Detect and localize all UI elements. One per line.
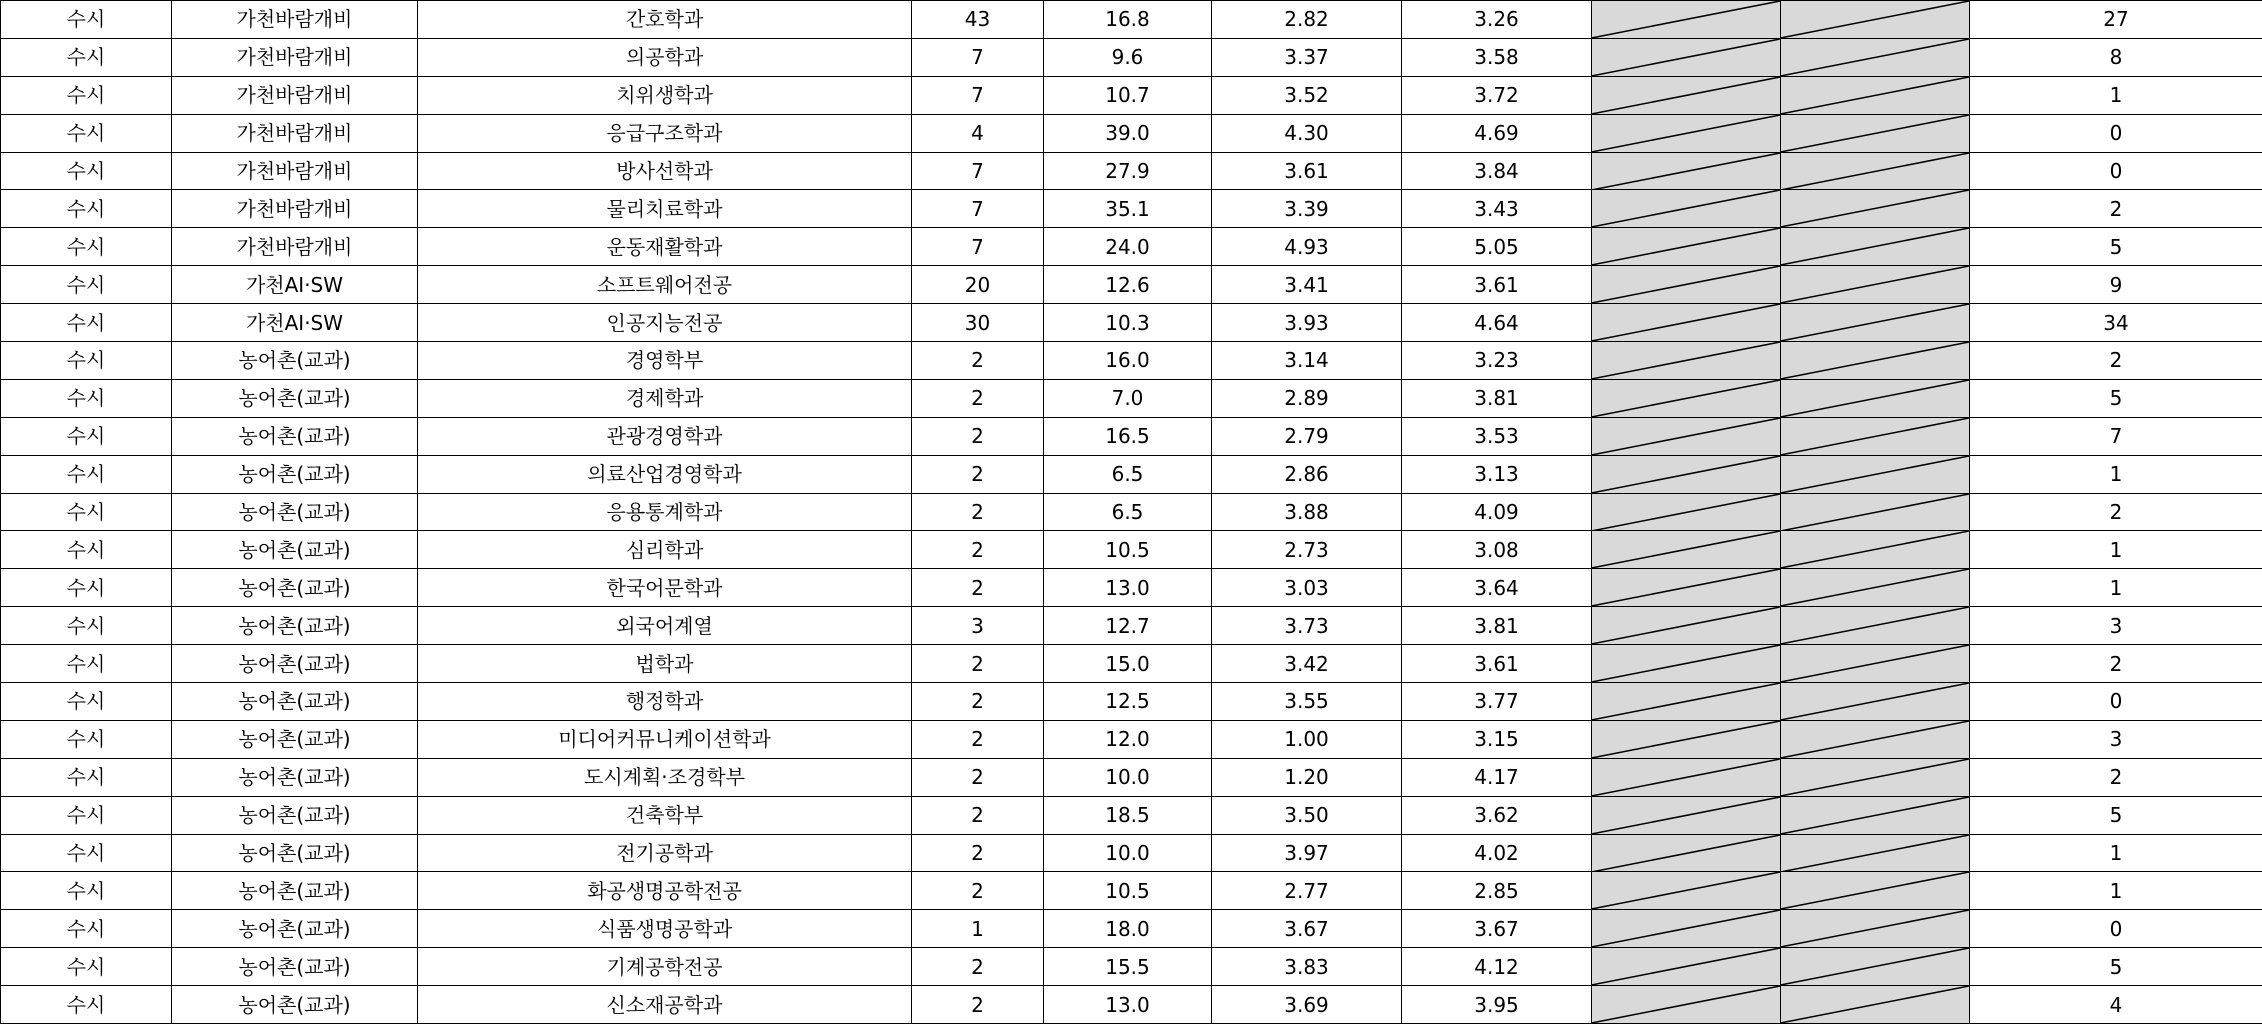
grade-a-cell: 2.89 — [1212, 379, 1402, 417]
department-cell: 신소재공학과 — [418, 986, 912, 1024]
count-cell: 5 — [1970, 228, 2262, 266]
track-cell: 농어촌(교과) — [172, 758, 418, 796]
hatched-empty-cell — [1592, 379, 1781, 417]
hatched-empty-cell — [1592, 834, 1781, 872]
grade-a-cell: 3.88 — [1212, 493, 1402, 531]
hatched-empty-cell — [1592, 986, 1781, 1024]
grade-b-cell: 4.69 — [1402, 114, 1592, 152]
hatched-empty-cell — [1781, 379, 1970, 417]
count-cell: 5 — [1970, 948, 2262, 986]
count-cell: 1 — [1970, 531, 2262, 569]
competition-rate-cell: 10.7 — [1044, 76, 1212, 114]
hatched-empty-cell — [1592, 948, 1781, 986]
admission-type-cell: 수시 — [1, 910, 172, 948]
department-cell: 관광경영학과 — [418, 417, 912, 455]
track-cell: 가천AI·SW — [172, 304, 418, 342]
hatched-empty-cell — [1592, 607, 1781, 645]
count-cell: 2 — [1970, 342, 2262, 380]
hatched-empty-cell — [1592, 228, 1781, 266]
admission-type-cell: 수시 — [1, 190, 172, 228]
department-cell: 심리학과 — [418, 531, 912, 569]
department-cell: 외국어계열 — [418, 607, 912, 645]
competition-rate-cell: 39.0 — [1044, 114, 1212, 152]
table-row — [1, 569, 2262, 607]
track-cell: 농어촌(교과) — [172, 645, 418, 683]
quota-cell: 2 — [912, 758, 1044, 796]
grade-b-cell: 3.62 — [1402, 796, 1592, 834]
hatched-empty-cell — [1592, 266, 1781, 304]
track-cell: 농어촌(교과) — [172, 379, 418, 417]
track-cell: 가천바람개비 — [172, 228, 418, 266]
hatched-empty-cell — [1781, 152, 1970, 190]
department-cell: 의료산업경영학과 — [418, 455, 912, 493]
competition-rate-cell: 13.0 — [1044, 986, 1212, 1024]
competition-rate-cell: 13.0 — [1044, 569, 1212, 607]
grade-b-cell: 3.84 — [1402, 152, 1592, 190]
quota-cell: 2 — [912, 948, 1044, 986]
grade-b-cell: 4.12 — [1402, 948, 1592, 986]
grade-a-cell: 2.82 — [1212, 1, 1402, 39]
hatched-empty-cell — [1781, 417, 1970, 455]
count-cell: 4 — [1970, 986, 2262, 1024]
table-row — [1, 645, 2262, 683]
grade-a-cell: 3.69 — [1212, 986, 1402, 1024]
admission-type-cell: 수시 — [1, 948, 172, 986]
competition-rate-cell: 18.5 — [1044, 796, 1212, 834]
track-cell: 가천바람개비 — [172, 152, 418, 190]
grade-b-cell: 3.81 — [1402, 379, 1592, 417]
competition-rate-cell: 16.8 — [1044, 1, 1212, 39]
table-row — [1, 114, 2262, 152]
department-cell: 운동재활학과 — [418, 228, 912, 266]
track-cell: 농어촌(교과) — [172, 417, 418, 455]
count-cell: 34 — [1970, 304, 2262, 342]
hatched-empty-cell — [1781, 796, 1970, 834]
competition-rate-cell: 6.5 — [1044, 455, 1212, 493]
hatched-empty-cell — [1781, 114, 1970, 152]
track-cell: 가천바람개비 — [172, 1, 418, 39]
admission-type-cell: 수시 — [1, 834, 172, 872]
quota-cell: 2 — [912, 986, 1044, 1024]
department-cell: 식품생명공학과 — [418, 910, 912, 948]
competition-rate-cell: 10.5 — [1044, 531, 1212, 569]
competition-rate-cell: 10.0 — [1044, 758, 1212, 796]
grade-b-cell: 2.85 — [1402, 872, 1592, 910]
table-row — [1, 720, 2262, 758]
department-cell: 법학과 — [418, 645, 912, 683]
department-cell: 간호학과 — [418, 1, 912, 39]
hatched-empty-cell — [1592, 304, 1781, 342]
hatched-empty-cell — [1592, 531, 1781, 569]
competition-rate-cell: 12.7 — [1044, 607, 1212, 645]
hatched-empty-cell — [1781, 266, 1970, 304]
grade-b-cell: 3.15 — [1402, 720, 1592, 758]
count-cell: 2 — [1970, 190, 2262, 228]
competition-rate-cell: 35.1 — [1044, 190, 1212, 228]
admission-type-cell: 수시 — [1, 455, 172, 493]
table-row — [1, 758, 2262, 796]
grade-b-cell: 3.95 — [1402, 986, 1592, 1024]
hatched-empty-cell — [1592, 645, 1781, 683]
hatched-empty-cell — [1592, 493, 1781, 531]
grade-a-cell: 3.50 — [1212, 796, 1402, 834]
quota-cell: 2 — [912, 834, 1044, 872]
admission-type-cell: 수시 — [1, 720, 172, 758]
table-row — [1, 493, 2262, 531]
competition-rate-cell: 12.6 — [1044, 266, 1212, 304]
table-row — [1, 76, 2262, 114]
count-cell: 9 — [1970, 266, 2262, 304]
track-cell: 농어촌(교과) — [172, 607, 418, 645]
table-row — [1, 948, 2262, 986]
grade-b-cell: 3.67 — [1402, 910, 1592, 948]
hatched-empty-cell — [1592, 190, 1781, 228]
department-cell: 전기공학과 — [418, 834, 912, 872]
grade-b-cell: 4.02 — [1402, 834, 1592, 872]
quota-cell: 7 — [912, 152, 1044, 190]
quota-cell: 2 — [912, 872, 1044, 910]
table-row — [1, 872, 2262, 910]
admission-type-cell: 수시 — [1, 493, 172, 531]
track-cell: 가천바람개비 — [172, 76, 418, 114]
competition-rate-cell: 15.0 — [1044, 645, 1212, 683]
hatched-empty-cell — [1592, 1, 1781, 39]
table-row — [1, 683, 2262, 721]
grade-a-cell: 3.61 — [1212, 152, 1402, 190]
admission-type-cell: 수시 — [1, 645, 172, 683]
hatched-empty-cell — [1781, 910, 1970, 948]
grade-a-cell: 3.93 — [1212, 304, 1402, 342]
quota-cell: 20 — [912, 266, 1044, 304]
hatched-empty-cell — [1781, 872, 1970, 910]
grade-b-cell: 3.72 — [1402, 76, 1592, 114]
grade-a-cell: 3.37 — [1212, 38, 1402, 76]
hatched-empty-cell — [1781, 493, 1970, 531]
track-cell: 농어촌(교과) — [172, 493, 418, 531]
grade-a-cell: 3.41 — [1212, 266, 1402, 304]
department-cell: 의공학과 — [418, 38, 912, 76]
competition-rate-cell: 12.0 — [1044, 720, 1212, 758]
quota-cell: 1 — [912, 910, 1044, 948]
hatched-empty-cell — [1781, 683, 1970, 721]
count-cell: 0 — [1970, 152, 2262, 190]
competition-rate-cell: 10.3 — [1044, 304, 1212, 342]
table-row — [1, 228, 2262, 266]
table-row — [1, 266, 2262, 304]
hatched-empty-cell — [1781, 986, 1970, 1024]
table-row — [1, 910, 2262, 948]
track-cell: 농어촌(교과) — [172, 872, 418, 910]
hatched-empty-cell — [1592, 910, 1781, 948]
admission-type-cell: 수시 — [1, 38, 172, 76]
table-row — [1, 304, 2262, 342]
grade-b-cell: 3.64 — [1402, 569, 1592, 607]
count-cell: 7 — [1970, 417, 2262, 455]
quota-cell: 2 — [912, 493, 1044, 531]
grade-a-cell: 3.52 — [1212, 76, 1402, 114]
track-cell: 가천바람개비 — [172, 190, 418, 228]
grade-b-cell: 4.17 — [1402, 758, 1592, 796]
grade-a-cell: 4.93 — [1212, 228, 1402, 266]
grade-a-cell: 3.42 — [1212, 645, 1402, 683]
table-row — [1, 379, 2262, 417]
hatched-empty-cell — [1781, 455, 1970, 493]
hatched-empty-cell — [1781, 720, 1970, 758]
count-cell: 8 — [1970, 38, 2262, 76]
competition-rate-cell: 15.5 — [1044, 948, 1212, 986]
admission-type-cell: 수시 — [1, 796, 172, 834]
competition-rate-cell: 16.5 — [1044, 417, 1212, 455]
department-cell: 한국어문학과 — [418, 569, 912, 607]
hatched-empty-cell — [1781, 607, 1970, 645]
grade-a-cell: 3.03 — [1212, 569, 1402, 607]
track-cell: 농어촌(교과) — [172, 834, 418, 872]
grade-a-cell: 3.73 — [1212, 607, 1402, 645]
grade-b-cell: 3.61 — [1402, 266, 1592, 304]
quota-cell: 7 — [912, 38, 1044, 76]
track-cell: 농어촌(교과) — [172, 455, 418, 493]
competition-rate-cell: 6.5 — [1044, 493, 1212, 531]
hatched-empty-cell — [1781, 645, 1970, 683]
admission-type-cell: 수시 — [1, 758, 172, 796]
grade-b-cell: 3.13 — [1402, 455, 1592, 493]
track-cell: 가천바람개비 — [172, 38, 418, 76]
department-cell: 응용통계학과 — [418, 493, 912, 531]
quota-cell: 2 — [912, 417, 1044, 455]
hatched-empty-cell — [1781, 531, 1970, 569]
track-cell: 농어촌(교과) — [172, 683, 418, 721]
grade-b-cell: 3.43 — [1402, 190, 1592, 228]
track-cell: 농어촌(교과) — [172, 986, 418, 1024]
grade-b-cell: 3.53 — [1402, 417, 1592, 455]
hatched-empty-cell — [1592, 342, 1781, 380]
count-cell: 2 — [1970, 758, 2262, 796]
grade-b-cell: 3.77 — [1402, 683, 1592, 721]
grade-b-cell: 5.05 — [1402, 228, 1592, 266]
quota-cell: 2 — [912, 379, 1044, 417]
grade-a-cell: 3.39 — [1212, 190, 1402, 228]
count-cell: 3 — [1970, 607, 2262, 645]
department-cell: 치위생학과 — [418, 76, 912, 114]
department-cell: 응급구조학과 — [418, 114, 912, 152]
competition-rate-cell: 16.0 — [1044, 342, 1212, 380]
department-cell: 건축학부 — [418, 796, 912, 834]
quota-cell: 2 — [912, 531, 1044, 569]
table-row — [1, 190, 2262, 228]
department-cell: 물리치료학과 — [418, 190, 912, 228]
competition-rate-cell: 18.0 — [1044, 910, 1212, 948]
admission-type-cell: 수시 — [1, 228, 172, 266]
admission-type-cell: 수시 — [1, 379, 172, 417]
track-cell: 농어촌(교과) — [172, 910, 418, 948]
admission-type-cell: 수시 — [1, 986, 172, 1024]
competition-rate-cell: 7.0 — [1044, 379, 1212, 417]
competition-rate-cell: 12.5 — [1044, 683, 1212, 721]
table-row — [1, 834, 2262, 872]
competition-rate-cell: 24.0 — [1044, 228, 1212, 266]
department-cell: 행정학과 — [418, 683, 912, 721]
count-cell: 5 — [1970, 379, 2262, 417]
table-row — [1, 342, 2262, 380]
grade-b-cell: 4.64 — [1402, 304, 1592, 342]
count-cell: 0 — [1970, 683, 2262, 721]
department-cell: 도시계획·조경학부 — [418, 758, 912, 796]
hatched-empty-cell — [1781, 342, 1970, 380]
count-cell: 1 — [1970, 872, 2262, 910]
admission-type-cell: 수시 — [1, 417, 172, 455]
hatched-empty-cell — [1592, 38, 1781, 76]
hatched-empty-cell — [1592, 796, 1781, 834]
grade-a-cell: 2.79 — [1212, 417, 1402, 455]
track-cell: 가천바람개비 — [172, 114, 418, 152]
table-row — [1, 531, 2262, 569]
grade-b-cell: 3.61 — [1402, 645, 1592, 683]
quota-cell: 7 — [912, 190, 1044, 228]
table-body — [1, 1, 2262, 1024]
grade-a-cell: 3.55 — [1212, 683, 1402, 721]
quota-cell: 2 — [912, 796, 1044, 834]
table-row — [1, 455, 2262, 493]
quota-cell: 30 — [912, 304, 1044, 342]
department-cell: 기계공학전공 — [418, 948, 912, 986]
grade-a-cell: 3.97 — [1212, 834, 1402, 872]
count-cell: 0 — [1970, 114, 2262, 152]
admission-type-cell: 수시 — [1, 569, 172, 607]
count-cell: 2 — [1970, 493, 2262, 531]
grade-a-cell: 2.77 — [1212, 872, 1402, 910]
table-row — [1, 607, 2262, 645]
count-cell: 1 — [1970, 569, 2262, 607]
competition-rate-cell: 9.6 — [1044, 38, 1212, 76]
hatched-empty-cell — [1781, 948, 1970, 986]
admission-type-cell: 수시 — [1, 872, 172, 910]
hatched-empty-cell — [1781, 38, 1970, 76]
grade-b-cell: 3.26 — [1402, 1, 1592, 39]
grade-b-cell: 3.81 — [1402, 607, 1592, 645]
hatched-empty-cell — [1781, 190, 1970, 228]
department-cell: 방사선학과 — [418, 152, 912, 190]
count-cell: 1 — [1970, 834, 2262, 872]
hatched-empty-cell — [1592, 76, 1781, 114]
hatched-empty-cell — [1592, 720, 1781, 758]
hatched-empty-cell — [1592, 758, 1781, 796]
department-cell: 인공지능전공 — [418, 304, 912, 342]
track-cell: 농어촌(교과) — [172, 948, 418, 986]
admission-type-cell: 수시 — [1, 683, 172, 721]
count-cell: 1 — [1970, 455, 2262, 493]
track-cell: 농어촌(교과) — [172, 569, 418, 607]
hatched-empty-cell — [1592, 114, 1781, 152]
track-cell: 농어촌(교과) — [172, 342, 418, 380]
hatched-empty-cell — [1592, 872, 1781, 910]
track-cell: 농어촌(교과) — [172, 720, 418, 758]
admission-type-cell: 수시 — [1, 114, 172, 152]
grade-a-cell: 3.67 — [1212, 910, 1402, 948]
department-cell: 경영학부 — [418, 342, 912, 380]
admission-type-cell: 수시 — [1, 1, 172, 39]
track-cell: 가천AI·SW — [172, 266, 418, 304]
hatched-empty-cell — [1781, 76, 1970, 114]
count-cell: 0 — [1970, 910, 2262, 948]
hatched-empty-cell — [1592, 455, 1781, 493]
track-cell: 농어촌(교과) — [172, 531, 418, 569]
grade-a-cell: 4.30 — [1212, 114, 1402, 152]
hatched-empty-cell — [1781, 1, 1970, 39]
quota-cell: 2 — [912, 720, 1044, 758]
department-cell: 소프트웨어전공 — [418, 266, 912, 304]
competition-rate-cell: 10.5 — [1044, 872, 1212, 910]
grade-a-cell: 3.14 — [1212, 342, 1402, 380]
hatched-empty-cell — [1781, 758, 1970, 796]
grade-a-cell: 3.83 — [1212, 948, 1402, 986]
quota-cell: 2 — [912, 645, 1044, 683]
admission-type-cell: 수시 — [1, 266, 172, 304]
competition-rate-cell: 10.0 — [1044, 834, 1212, 872]
competition-rate-cell: 27.9 — [1044, 152, 1212, 190]
quota-cell: 7 — [912, 76, 1044, 114]
grade-b-cell: 3.08 — [1402, 531, 1592, 569]
grade-b-cell: 3.58 — [1402, 38, 1592, 76]
quota-cell: 2 — [912, 569, 1044, 607]
count-cell: 3 — [1970, 720, 2262, 758]
table-row — [1, 38, 2262, 76]
hatched-empty-cell — [1781, 228, 1970, 266]
grade-a-cell: 1.20 — [1212, 758, 1402, 796]
admission-type-cell: 수시 — [1, 152, 172, 190]
grade-b-cell: 3.23 — [1402, 342, 1592, 380]
count-cell: 2 — [1970, 645, 2262, 683]
quota-cell: 3 — [912, 607, 1044, 645]
grade-a-cell: 2.86 — [1212, 455, 1402, 493]
quota-cell: 2 — [912, 683, 1044, 721]
grade-a-cell: 1.00 — [1212, 720, 1402, 758]
count-cell: 5 — [1970, 796, 2262, 834]
hatched-empty-cell — [1592, 152, 1781, 190]
table-row — [1, 1, 2262, 39]
admission-type-cell: 수시 — [1, 607, 172, 645]
grade-b-cell: 4.09 — [1402, 493, 1592, 531]
department-cell: 화공생명공학전공 — [418, 872, 912, 910]
department-cell: 미디어커뮤니케이션학과 — [418, 720, 912, 758]
hatched-empty-cell — [1592, 417, 1781, 455]
count-cell: 27 — [1970, 1, 2262, 39]
grade-a-cell: 2.73 — [1212, 531, 1402, 569]
quota-cell: 43 — [912, 1, 1044, 39]
hatched-empty-cell — [1781, 304, 1970, 342]
hatched-empty-cell — [1781, 569, 1970, 607]
quota-cell: 7 — [912, 228, 1044, 266]
count-cell: 1 — [1970, 76, 2262, 114]
table-row — [1, 152, 2262, 190]
hatched-empty-cell — [1781, 834, 1970, 872]
quota-cell: 2 — [912, 455, 1044, 493]
admission-type-cell: 수시 — [1, 342, 172, 380]
table-row — [1, 986, 2262, 1024]
hatched-empty-cell — [1592, 569, 1781, 607]
quota-cell: 2 — [912, 342, 1044, 380]
admission-type-cell: 수시 — [1, 304, 172, 342]
admission-type-cell: 수시 — [1, 76, 172, 114]
track-cell: 농어촌(교과) — [172, 796, 418, 834]
hatched-empty-cell — [1592, 683, 1781, 721]
table-row — [1, 796, 2262, 834]
admission-type-cell: 수시 — [1, 531, 172, 569]
quota-cell: 4 — [912, 114, 1044, 152]
department-cell: 경제학과 — [418, 379, 912, 417]
table-row — [1, 417, 2262, 455]
